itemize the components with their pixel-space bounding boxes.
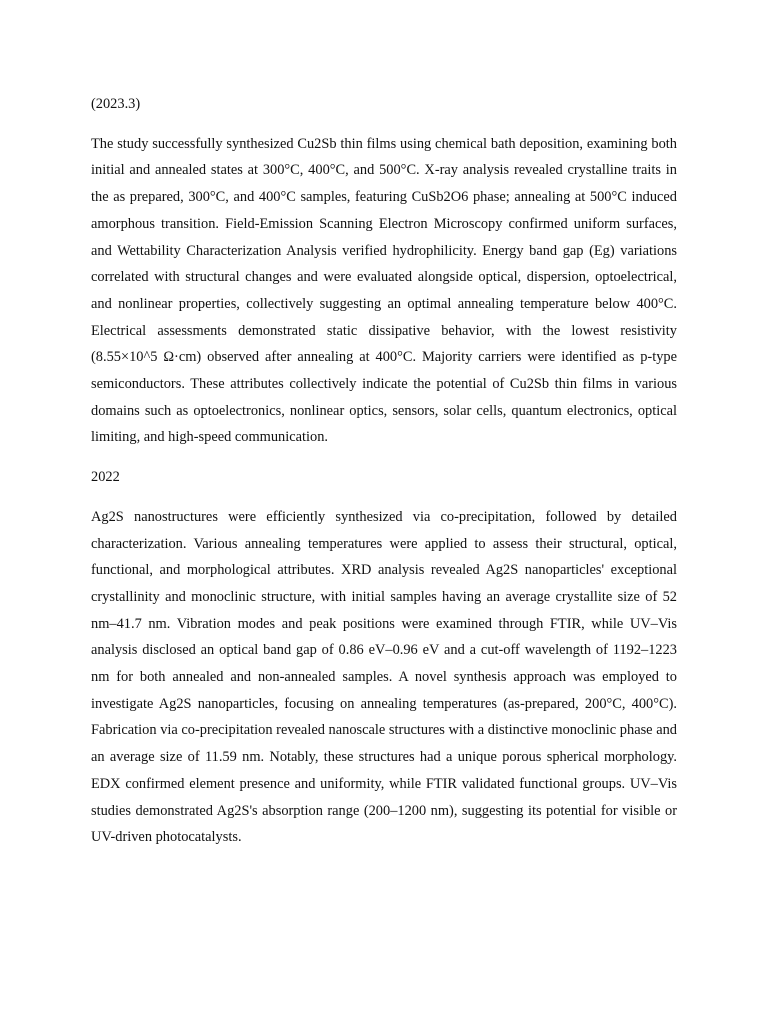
section-heading-2023-3: (2023.3)	[91, 96, 141, 112]
document-body	[91, 91, 677, 864]
section-paragraph-ag2s: Ag2S nanostructures were efficiently synthesized via co-precipitation, followed by detailed characterization. Various annealing temperatures were applied to assess their structural, optical, functional, and morphological attributes. XRD analysis revealed Ag2S nanoparticles' exceptional crystallinity and monoclinic structure, with initial samples having an average crystallite size of 52 nm–41.7 nm. Vibration modes and peak positions were examined through FTIR, while UV–Vis analysis disclosed an optical band gap of 0.86 eV–0.96 eV and a cut-off wavelength of 1192–1223 nm for both annealed and non-annealed samples. A novel synthesis approach was employed to investigate Ag2S nanoparticles, focusing on annealing temperatures (as-prepared, 200°C, 400°C). Fabrication via co-precipitation revealed nanoscale structures with a distinctive monoclinic phase and an average size of 11.59 nm. Notably, these structures had a unique porous spherical morphology. EDX confirmed element presence and uniformity, while FTIR validated functional groups. UV–Vis studies demonstrated Ag2S's absorption range (200–1200 nm), suggesting its potential for visible or UV-driven photocatalysts.	[91, 508, 677, 846]
section-heading-2022: 2022	[91, 469, 120, 486]
section-paragraph-cu2sb: The study successfully synthesized Cu2Sb thin films using chemical bath deposition, examining both initial and annealed states at 300°C, 400°C, and 500°C. X-ray analysis revealed crystalline traits in the as prepared, 300°C, and 400°C samples, featuring CuSb2O6 phase; annealing at 500°C induced amorphous transition. Field-Emission Scanning Electron Microscopy confirmed uniform surfaces, and Wettability Characterization Analysis verified hydrophilicity. Energy band gap (Eg) variations correlated with structural changes and were evaluated alongside optical, dispersion, optoelectrical, and nonlinear properties, collectively suggesting an optimal annealing temperature below 400°C. Electrical assessments demonstrated static dissipative behavior, with the lowest resistivity (8.55×10^5 Ω·cm) observed after annealing at 400°C. Majority carriers were identified as p-type semiconductors. These attributes collectively indicate the potential of Cu2Sb thin films in various domains such as optoelectronics, nonlinear optics, sensors, solar cells, quantum electronics, optical limiting, and high-speed communication.	[91, 135, 677, 446]
